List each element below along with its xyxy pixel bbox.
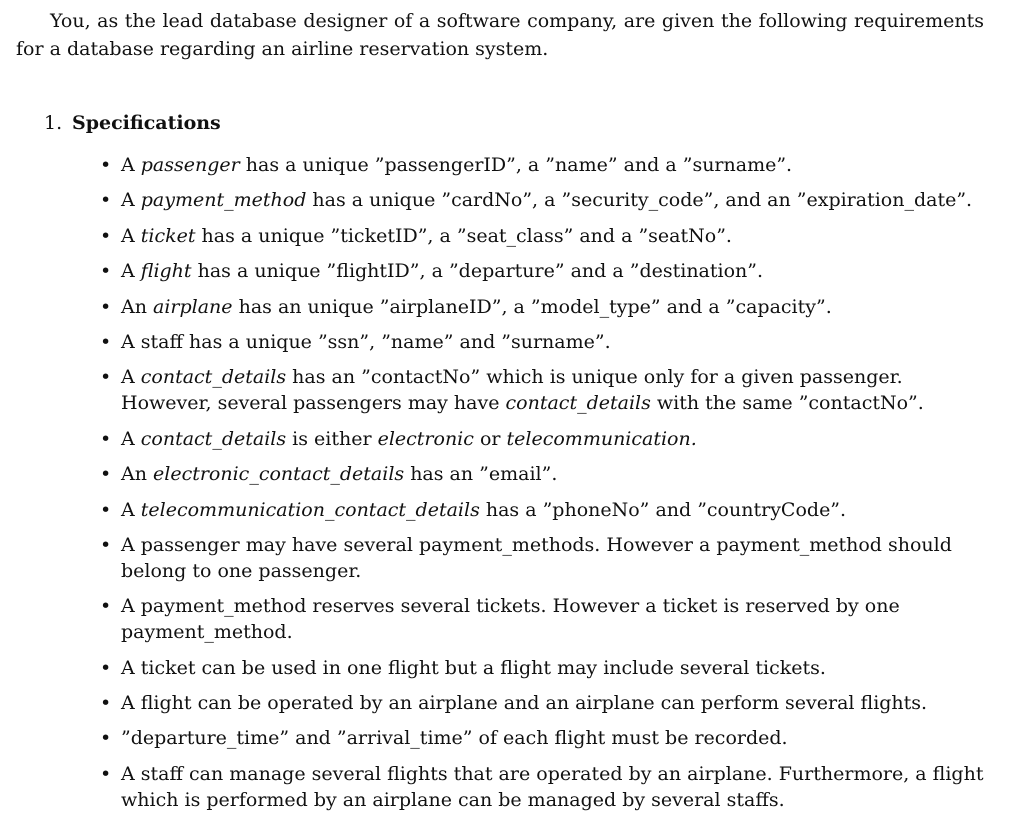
bullet-icon: • bbox=[100, 330, 112, 353]
list-item-text: with the same ”contactNo”. bbox=[650, 392, 924, 415]
bullet-icon: • bbox=[100, 260, 112, 283]
list-item-text: or bbox=[473, 427, 507, 450]
bullet-icon: • bbox=[100, 189, 112, 212]
list-item-text: A bbox=[121, 498, 141, 521]
intro-paragraph: You, as the lead database designer of a software company, are given the following requirements for a database regarding an airline reservation system. bbox=[16, 10, 984, 60]
list-item-text: A passenger may have several payment_methods. However a payment_method should belong to one passenger. bbox=[121, 533, 952, 582]
emphasized-term: passenger bbox=[140, 154, 240, 176]
list-item-text: An bbox=[121, 295, 153, 318]
emphasized-term: ticket bbox=[140, 224, 196, 247]
bullet-icon: • bbox=[100, 727, 112, 750]
bullet-icon: • bbox=[100, 762, 112, 785]
list-item-text: ”departure_time” and ”arrival_time” of each flight must be recorded. bbox=[121, 727, 788, 750]
list-item-text: A bbox=[121, 224, 141, 247]
bullet-icon: • bbox=[100, 656, 112, 679]
bullet-icon: • bbox=[100, 595, 112, 618]
emphasized-term: flight bbox=[140, 260, 192, 283]
list-item bbox=[100, 152, 990, 178]
list-item bbox=[100, 187, 990, 213]
list-item bbox=[100, 329, 990, 355]
list-item bbox=[100, 593, 990, 645]
list-item-text: A bbox=[121, 154, 141, 176]
list-item-text: has an ”email”. bbox=[404, 463, 558, 486]
list-item-text: has an ”contactNo” which is unique only for a given passenger. However, several passengers may have bbox=[121, 366, 903, 415]
emphasized-term: telecommunication. bbox=[506, 427, 697, 450]
list-item-text: is either bbox=[286, 427, 378, 450]
bullet-icon: • bbox=[100, 295, 112, 318]
list-item-text: A staff has a unique ”ssn”, ”name” and ”surname”. bbox=[121, 330, 611, 353]
bullet-icon: • bbox=[100, 498, 112, 521]
emphasized-term: contact_details bbox=[505, 392, 651, 415]
list-item bbox=[100, 761, 990, 813]
specifications-list bbox=[100, 152, 990, 822]
list-item-text: has an unique ”airplaneID”, a ”model_type” and a ”capacity”. bbox=[232, 295, 832, 318]
emphasized-term: electronic bbox=[377, 427, 474, 450]
list-item-text: has a unique ”flightID”, a ”departure” and a ”destination”. bbox=[191, 260, 764, 283]
list-item-text: A bbox=[121, 366, 141, 389]
list-item-text: An bbox=[121, 463, 153, 486]
list-item-text: has a unique ”cardNo”, a ”security_code”, and an ”expiration_date”. bbox=[306, 189, 973, 212]
emphasized-term: contact_details bbox=[140, 427, 287, 450]
list-item-text: has a ”phoneNo” and ”countryCode”. bbox=[479, 498, 847, 521]
list-item bbox=[100, 364, 990, 416]
list-item bbox=[100, 294, 990, 320]
bullet-icon: • bbox=[100, 692, 112, 715]
list-item bbox=[100, 223, 990, 249]
bullet-icon: • bbox=[100, 463, 112, 486]
list-item-text: A bbox=[121, 427, 141, 450]
emphasized-term: airplane bbox=[153, 295, 233, 318]
emphasized-term: contact_details bbox=[140, 366, 287, 389]
list-item-text: A staff can manage several flights that are operated by an airplane. Furthermore, a flight which is performed by an airplane can be managed by several staffs. bbox=[121, 762, 984, 811]
list-item bbox=[100, 532, 990, 584]
bullet-icon: • bbox=[100, 224, 112, 247]
emphasized-term: payment_method bbox=[140, 189, 307, 212]
list-item bbox=[100, 258, 990, 284]
list-item bbox=[100, 461, 990, 487]
list-item bbox=[100, 655, 990, 681]
list-item-text: A bbox=[121, 189, 141, 212]
bullet-icon: • bbox=[100, 533, 112, 556]
list-item-text: A ticket can be used in one flight but a flight may include several tickets. bbox=[121, 656, 826, 679]
list-item bbox=[100, 725, 990, 751]
list-item-text: A bbox=[121, 260, 141, 283]
list-item bbox=[100, 690, 990, 716]
bullet-icon: • bbox=[100, 427, 112, 450]
bullet-icon: • bbox=[100, 366, 112, 389]
list-item-text: A flight can be operated by an airplane and an airplane can perform several flights. bbox=[121, 692, 928, 715]
list-item-text: A payment_method reserves several tickets. However a ticket is reserved by one payment_method. bbox=[121, 595, 900, 644]
emphasized-term: electronic_contact_details bbox=[153, 463, 405, 486]
list-item bbox=[100, 426, 990, 452]
emphasized-term: telecommunication_contact_details bbox=[140, 498, 480, 521]
list-item-text: has a unique ”ticketID”, a ”seat_class” and a ”seatNo”. bbox=[195, 224, 732, 247]
list-item-text: has a unique ”passengerID”, a ”name” and a ”surname”. bbox=[239, 154, 793, 176]
bullet-icon: • bbox=[100, 154, 112, 176]
section-heading bbox=[44, 109, 221, 137]
list-item bbox=[100, 497, 990, 523]
section-title: Specifications bbox=[72, 112, 221, 134]
section-number: 1. bbox=[44, 112, 63, 134]
